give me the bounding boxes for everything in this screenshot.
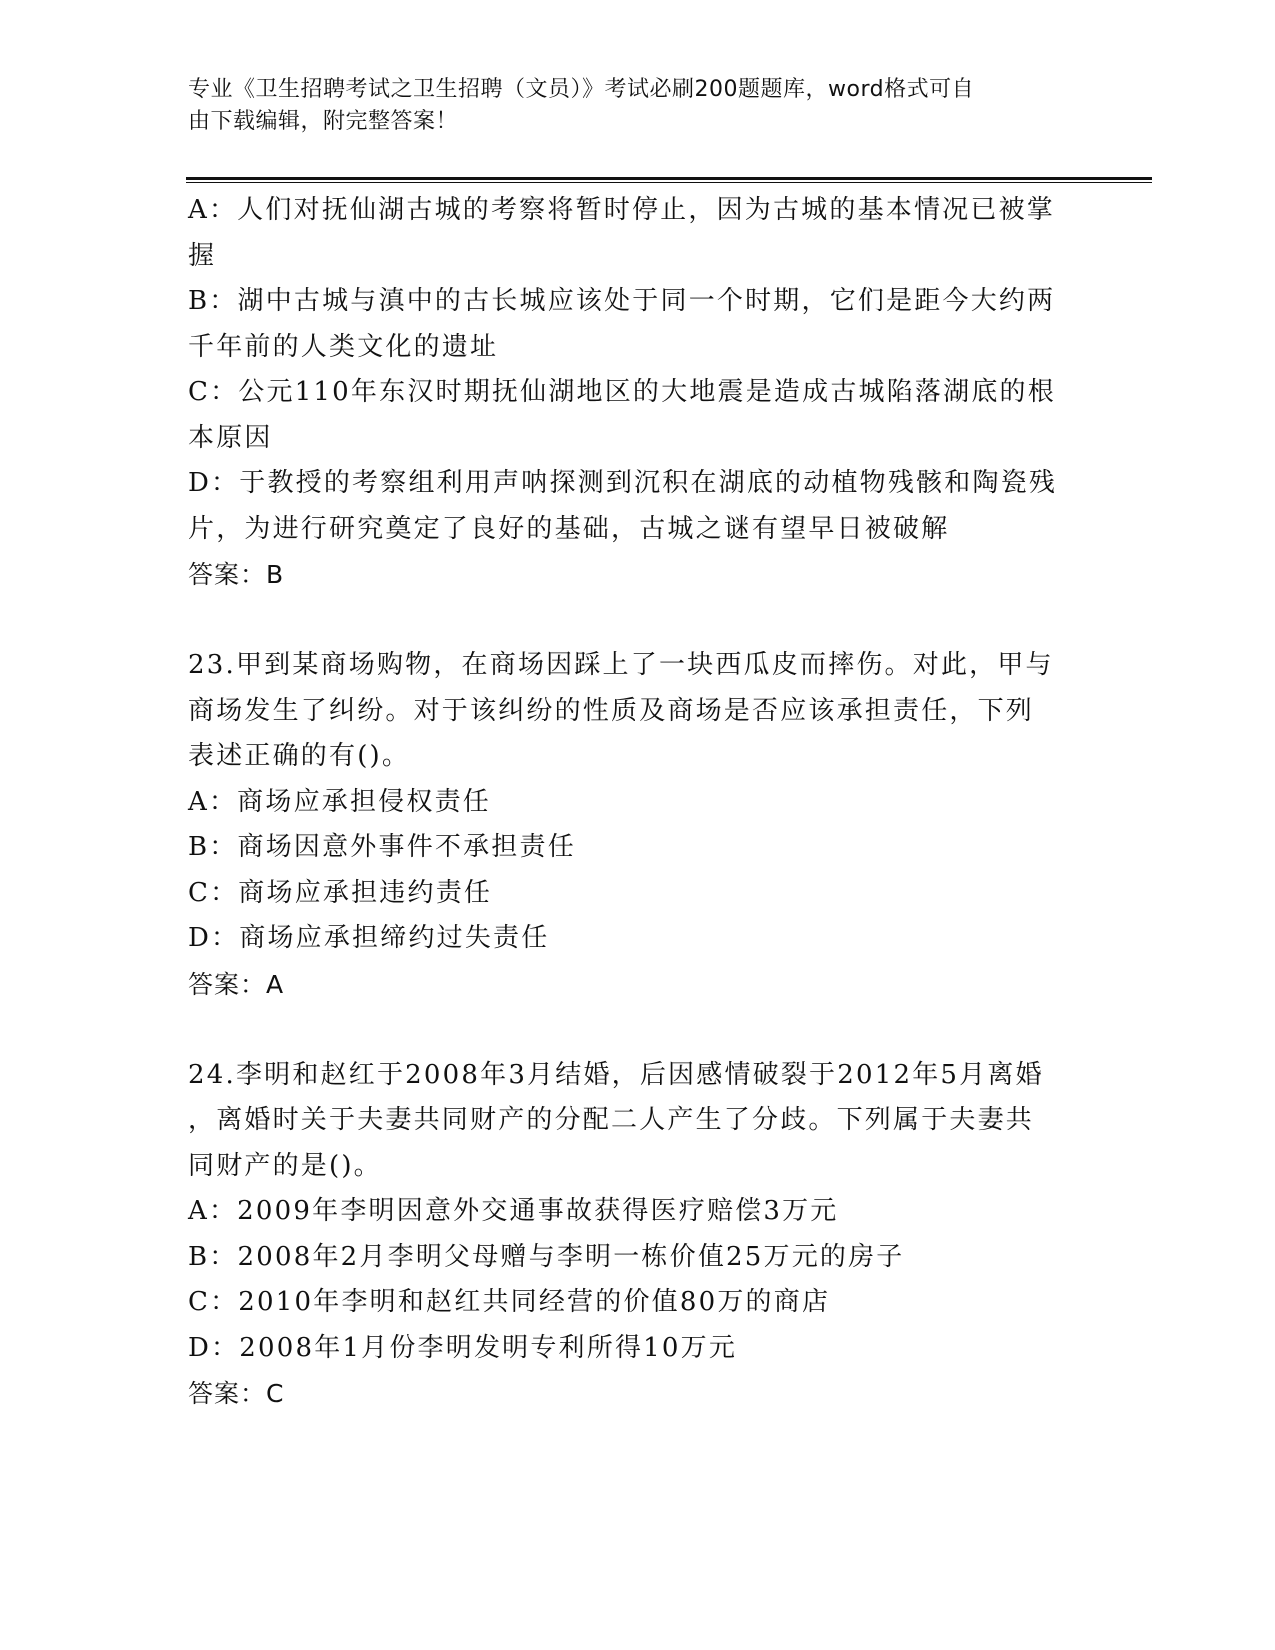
question-24 bbox=[188, 1053, 1068, 1417]
q22-option-b-line-1: B：湖中古城与滇中的古长城应该处于同一个时期，它们是距今大约两 bbox=[188, 286, 1056, 316]
q24-option-b: B：2008年2月李明父母赠与李明一栋价值25万元的房子 bbox=[188, 1241, 905, 1272]
q22-option-c-line-2: 本原因 bbox=[188, 422, 273, 453]
q23-stem-line-3: 表述正确的有()。 bbox=[188, 741, 411, 771]
q24-option-c: C：2010年李明和赵红共同经营的价值80万的商店 bbox=[188, 1287, 831, 1317]
q22-option-b-line-2: 千年前的人类文化的遗址 bbox=[188, 331, 499, 362]
q23-option-b: B：商场因意外事件不承担责任 bbox=[188, 832, 576, 862]
q23-option-c: C：商场应承担违约责任 bbox=[188, 877, 493, 908]
document-body bbox=[188, 188, 1068, 1417]
document-header bbox=[188, 74, 1068, 138]
q24-option-d: D：2008年1月份李明发明专利所得10万元 bbox=[188, 1332, 738, 1363]
header-line-1: 专业《卫生招聘考试之卫生招聘（文员）》考试必刷200题题库，word格式可自 bbox=[188, 77, 975, 102]
question-23 bbox=[188, 643, 1068, 1007]
q24-stem-line-3: 同财产的是()。 bbox=[188, 1150, 382, 1181]
q24-stem-line-2: ，离婚时关于夫妻共同财产的分配二人产生了分歧。下列属于夫妻共 bbox=[188, 1105, 1035, 1135]
q24-option-a: A：2009年李明因意外交通事故获得医疗赔偿3万元 bbox=[188, 1196, 839, 1226]
q22-option-c-line-1: C：公元110年东汉时期抚仙湖地区的大地震是造成古城陷落湖底的根 bbox=[188, 377, 1056, 407]
q22-option-d-line-2: 片，为进行研究奠定了良好的基础，古城之谜有望早日被破解 bbox=[188, 513, 950, 544]
q24-stem-line-1: 24.李明和赵红于2008年3月结婚，后因感情破裂于2012年5月离婚 bbox=[188, 1059, 1044, 1090]
header-line-2: 由下载编辑，附完整答案！ bbox=[188, 109, 459, 134]
spacer bbox=[188, 598, 1068, 644]
header-rule-thick bbox=[186, 177, 1152, 180]
q24-answer: 答案：C bbox=[188, 1379, 285, 1408]
header-rule-thin bbox=[186, 182, 1152, 183]
q23-answer: 答案：A bbox=[188, 969, 285, 999]
q22-option-a-line-1: A：人们对抚仙湖古城的考察将暂时停止，因为古城的基本情况已被掌 bbox=[188, 195, 1055, 225]
q22-option-d-line-1: D：于教授的考察组利用声呐探测到沉积在湖底的动植物残骸和陶瓷残 bbox=[188, 468, 1058, 498]
q23-option-a: A：商场应承担侵权责任 bbox=[188, 786, 491, 817]
q22-option-a-line-2: 握 bbox=[188, 240, 217, 271]
question-22-options bbox=[188, 188, 1068, 598]
spacer bbox=[188, 1007, 1068, 1053]
q23-option-d: D：商场应承担缔约过失责任 bbox=[188, 923, 550, 953]
q22-answer: 答案：B bbox=[188, 560, 285, 589]
q23-stem-line-2: 商场发生了纠纷。对于该纠纷的性质及商场是否应该承担责任，下列 bbox=[188, 695, 1035, 726]
q23-stem-line-1: 23.甲到某商场购物，在商场因踩上了一块西瓜皮而摔伤。对此，甲与 bbox=[188, 650, 1054, 680]
